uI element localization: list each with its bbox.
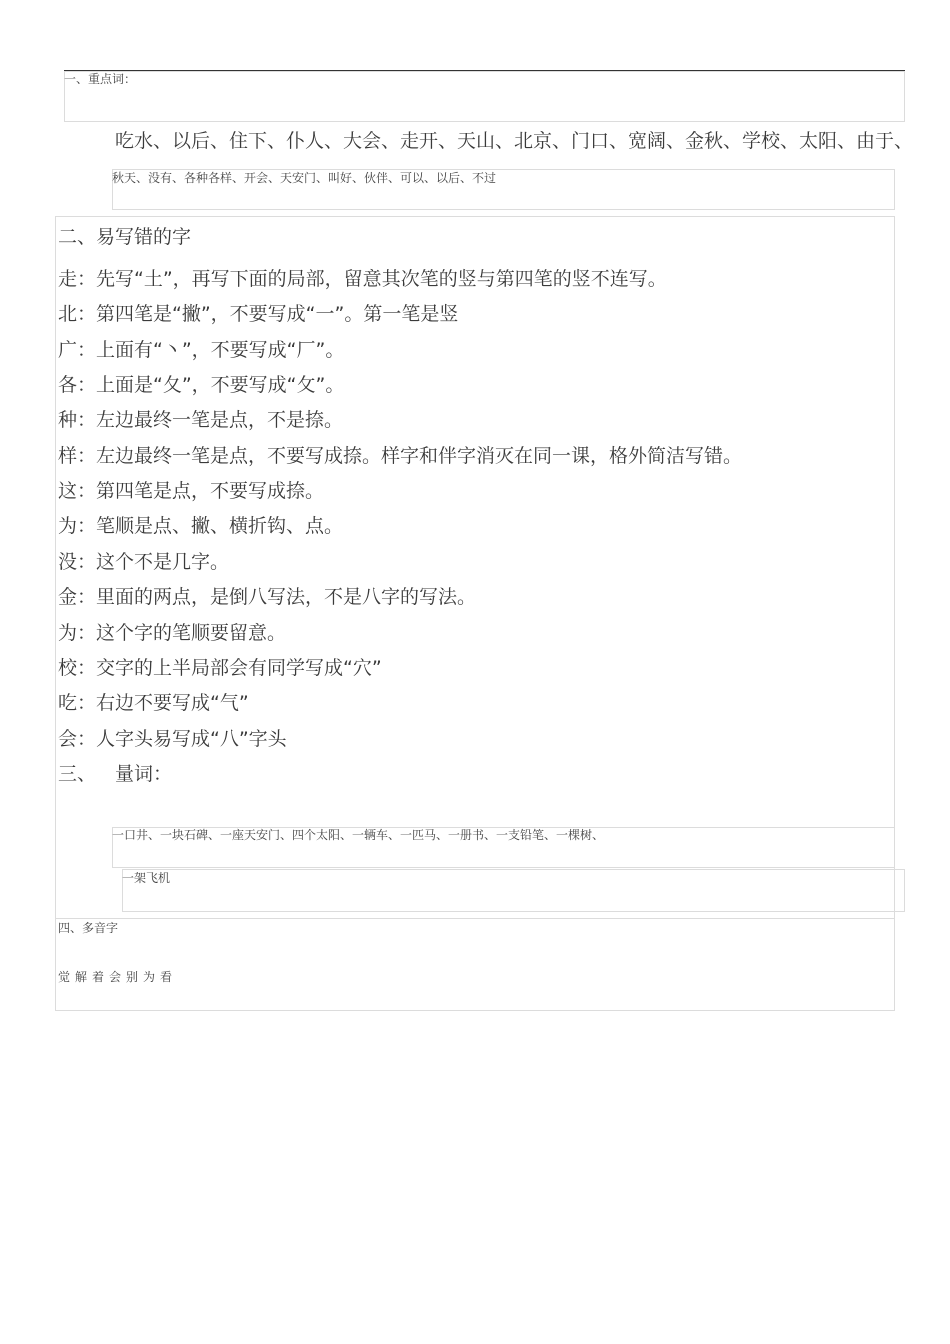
polyphones-box [55, 918, 895, 1011]
error-prone-item: 会：人字头易写成“八”字头 [58, 728, 287, 750]
error-prone-heading: 二、易写错的字 [58, 226, 192, 248]
error-prone-item: 校：交字的上半局部会有同学写成“穴” [58, 657, 382, 679]
polyphones-chars: 觉解着会别为看 [58, 970, 178, 984]
error-prone-item: 北：第四笔是“撇”，不要写成“一”。第一笔是竖 [58, 303, 459, 325]
error-prone-item: 金：里面的两点，是倒八写法，不是八字的写法。 [58, 586, 477, 608]
measure-words-line-1: 一口井、一块石碑、一座天安门、四个太阳、一辆车、一匹马、一册书、一支铅笔、一棵树、 [112, 828, 605, 842]
error-prone-item: 走：先写“土”，再写下面的局部，留意其次笔的竖与第四笔的竖不连写。 [58, 268, 667, 290]
error-prone-item: 吃：右边不要写成“气” [58, 692, 249, 714]
error-prone-item: 样：左边最终一笔是点，不要写成捺。样字和伴字消灭在同一课，格外简洁写错。 [58, 445, 743, 467]
error-prone-item: 各：上面是“夂”，不要写成“攵”。 [58, 374, 345, 396]
key-words-line-1: 吃水、以后、住下、仆人、大会、走开、天山、北京、门口、宽阔、金秋、学校、太阳、由于、 [115, 130, 914, 152]
error-prone-item: 这：第四笔是点，不要写成捺。 [58, 480, 325, 502]
measure-words-line-2: 一架飞机 [122, 871, 171, 885]
error-prone-item: 没：这个不是几字。 [58, 551, 230, 573]
key-words-line-2: 秋天、没有、各种各样、开会、天安门、叫好、伙伴、可以、以后、不过 [112, 171, 497, 185]
error-prone-item: 种：左边最终一笔是点，不是捺。 [58, 409, 344, 431]
measure-words-line-2-box [122, 869, 905, 912]
error-prone-item: 为：笔顺是点、撇、横折钩、点。 [58, 515, 344, 537]
error-prone-item: 广：上面有“丶”，不要写成“厂”。 [58, 339, 345, 361]
measure-words-heading-label: 量词： [115, 763, 173, 785]
error-prone-item: 为：这个字的笔顺要留意。 [58, 622, 287, 644]
key-words-heading: 一、重点词： [64, 72, 137, 86]
polyphones-heading: 四、多音字 [58, 921, 119, 935]
measure-words-heading-num: 三、 [58, 763, 97, 785]
key-words-heading-box [64, 71, 905, 122]
